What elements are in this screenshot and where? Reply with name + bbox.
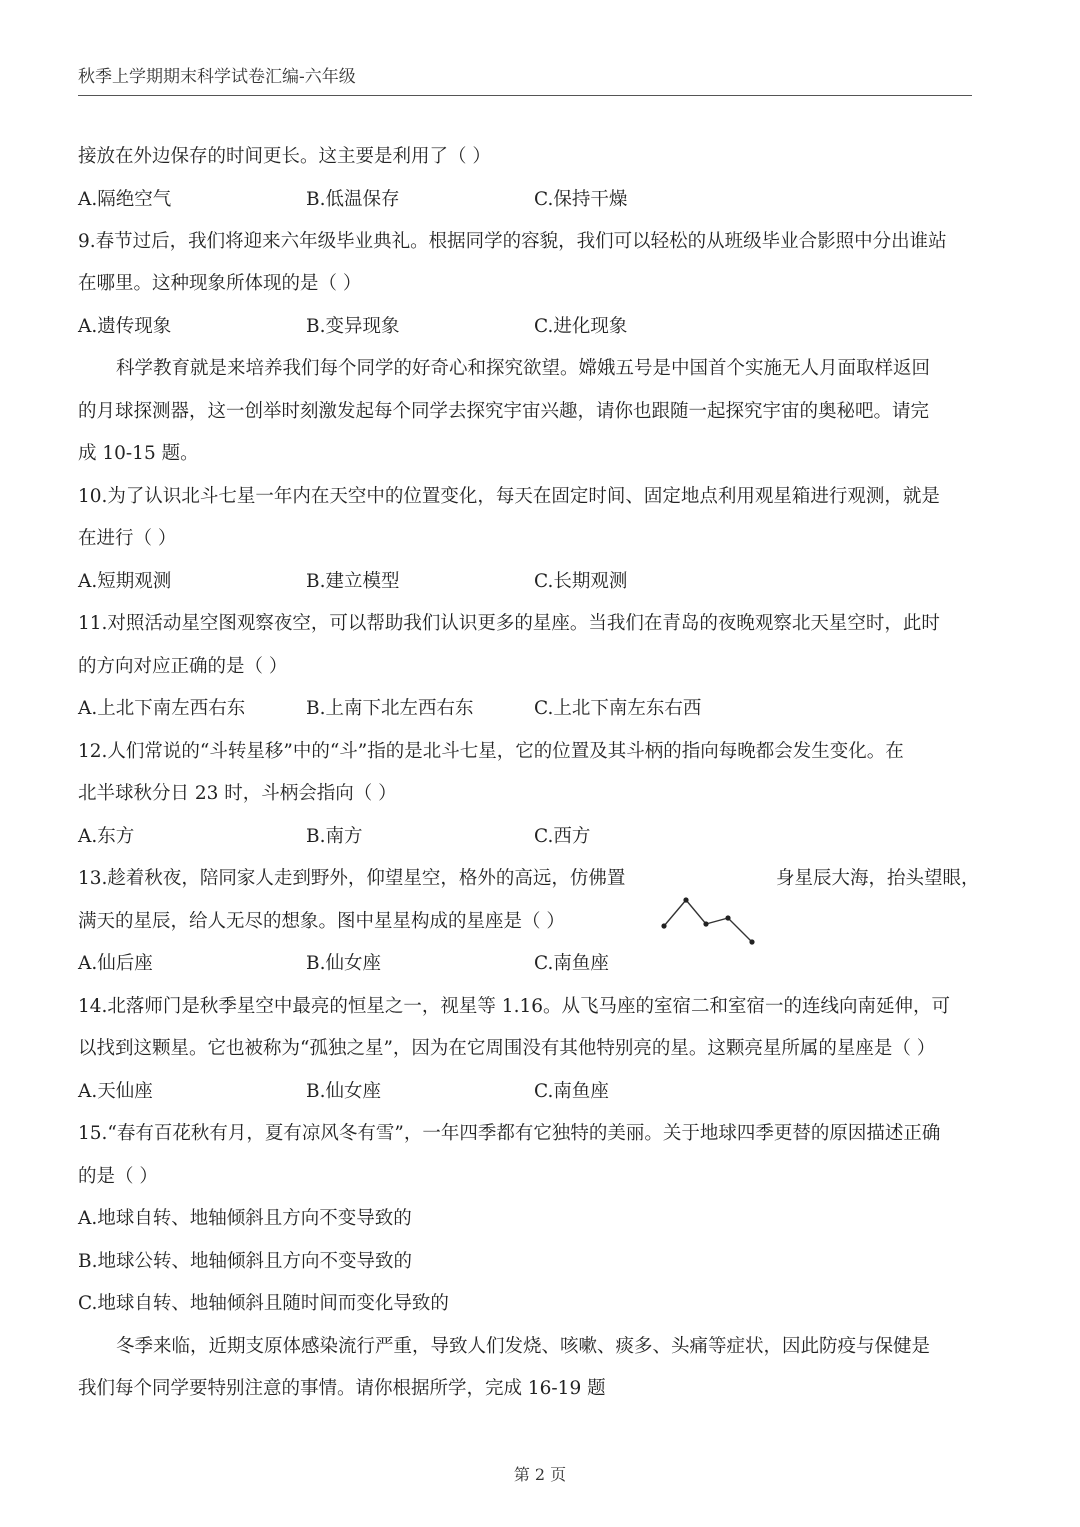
q15-text-line1: 15.“春有百花秋有月，夏有凉风冬有雪”，一年四季都有它独特的美丽。关于地球四季更替的原因描述正确 [78,1123,941,1144]
q11-text-line1: 11.对照活动星空图观察夜空，可以帮助我们认识更多的星座。当我们在青岛的夜晚观察北天星空时，此时 [78,613,940,634]
q8-text: 接放在外边保存的时间更长。这主要是利用了（ ） [78,146,491,167]
q14-option-b: B.仙女座 [306,1081,381,1102]
intro1-line3: 成 10-15 题。 [78,443,199,464]
q13-text-line2: 满天的星辰，给人无尽的想象。图中星星构成的星座是（ ） [78,911,565,932]
page-number: 第 2 页 [513,1465,567,1484]
q10-text-line1: 10.为了认识北斗七星一年内在天空中的位置变化，每天在固定时间、固定地点利用观星箱进行观测，就是 [78,486,940,507]
intro1-line1: 科学教育就是来培养我们每个同学的好奇心和探究欲望。嫦娥五号是中国首个实施无人月面取样返回 [116,358,931,379]
q8-option-b: B.低温保存 [306,189,400,210]
q8-option-c: C.保持干燥 [534,189,628,210]
q15-option-b: B.地球公转、地轴倾斜且方向不变导致的 [78,1251,412,1272]
q13-text-line1-start: 13.趁着秋夜，陪同家人走到野外，仰望星空，格外的高远，仿佛置 [78,868,626,889]
q15-text-line2: 的是（ ） [78,1166,158,1187]
intro2-line1: 冬季来临，近期支原体感染流行严重，导致人们发烧、咳嗽、痰多、头痛等症状，因此防疫与保健是 [116,1336,931,1357]
q14-text-line2: 以找到这颗星。它也被称为“孤独之星”，因为在它周围没有其他特别亮的星。这颗亮星所属的星座是（ ） [78,1038,936,1059]
q12-option-c: C.西方 [534,826,591,847]
q11-option-a: A.上北下南左西右东 [78,698,246,719]
q10-text-line2: 在进行（ ） [78,528,177,549]
q11-option-b: B.上南下北左西右东 [306,698,474,719]
intro1-line2: 的月球探测器，这一创举时刻激发起每个同学去探究宇宙兴趣，请你也跟随一起探究宇宙的奥秘吧。请完 [78,401,930,422]
q15-option-c: C.地球自转、地轴倾斜且随时间而变化导致的 [78,1293,449,1314]
q9-text-line2: 在哪里。这种现象所体现的是（ ） [78,273,362,294]
constellation-figure [656,892,760,948]
q9-option-c: C.进化现象 [534,316,628,337]
q14-option-a: A.天仙座 [78,1081,153,1102]
q9-option-b: B.变异现象 [306,316,400,337]
q14-text-line1: 14.北落师门是秋季星空中最亮的恒星之一，视星等 1.16。从飞马座的室宿二和室宿一的连线向南延伸，可 [78,996,950,1017]
intro2-line2: 我们每个同学要特别注意的事情。请你根据所学，完成 16-19 题 [78,1378,606,1399]
q12-text-line1: 12.人们常说的“斗转星移”中的“斗”指的是北斗七星，它的位置及其斗柄的指向每晚都会发生变化。在 [78,741,904,762]
q8-option-a: A.隔绝空气 [78,189,172,210]
q14-option-c: C.南鱼座 [534,1081,609,1102]
q13-option-a: A.仙后座 [78,953,153,974]
q11-option-c: C.上北下南左东右西 [534,698,702,719]
q11-text-line2: 的方向对应正确的是（ ） [78,656,288,677]
q10-option-c: C.长期观测 [534,571,628,592]
q9-text-line1: 9.春节过后，我们将迎来六年级毕业典礼。根据同学的容貌，我们可以轻松的从班级毕业合影照中分出谁站 [78,231,947,252]
q9-option-a: A.遗传现象 [78,316,172,337]
q12-option-b: B.南方 [306,826,363,847]
q10-option-a: A.短期观测 [78,571,172,592]
q13-option-b: B.仙女座 [306,953,381,974]
q15-option-a: A.地球自转、地轴倾斜且方向不变导致的 [78,1208,412,1229]
q12-option-a: A.东方 [78,826,135,847]
q12-text-line2: 北半球秋分日 23 时，斗柄会指向（ ） [78,783,397,804]
page-header: 秋季上学期期末科学试卷汇编-六年级 [78,62,972,96]
q10-option-b: B.建立模型 [306,571,400,592]
q13-text-line1-end: 身星辰大海，抬头望眼， [776,868,980,889]
q13-option-c: C.南鱼座 [534,953,609,974]
